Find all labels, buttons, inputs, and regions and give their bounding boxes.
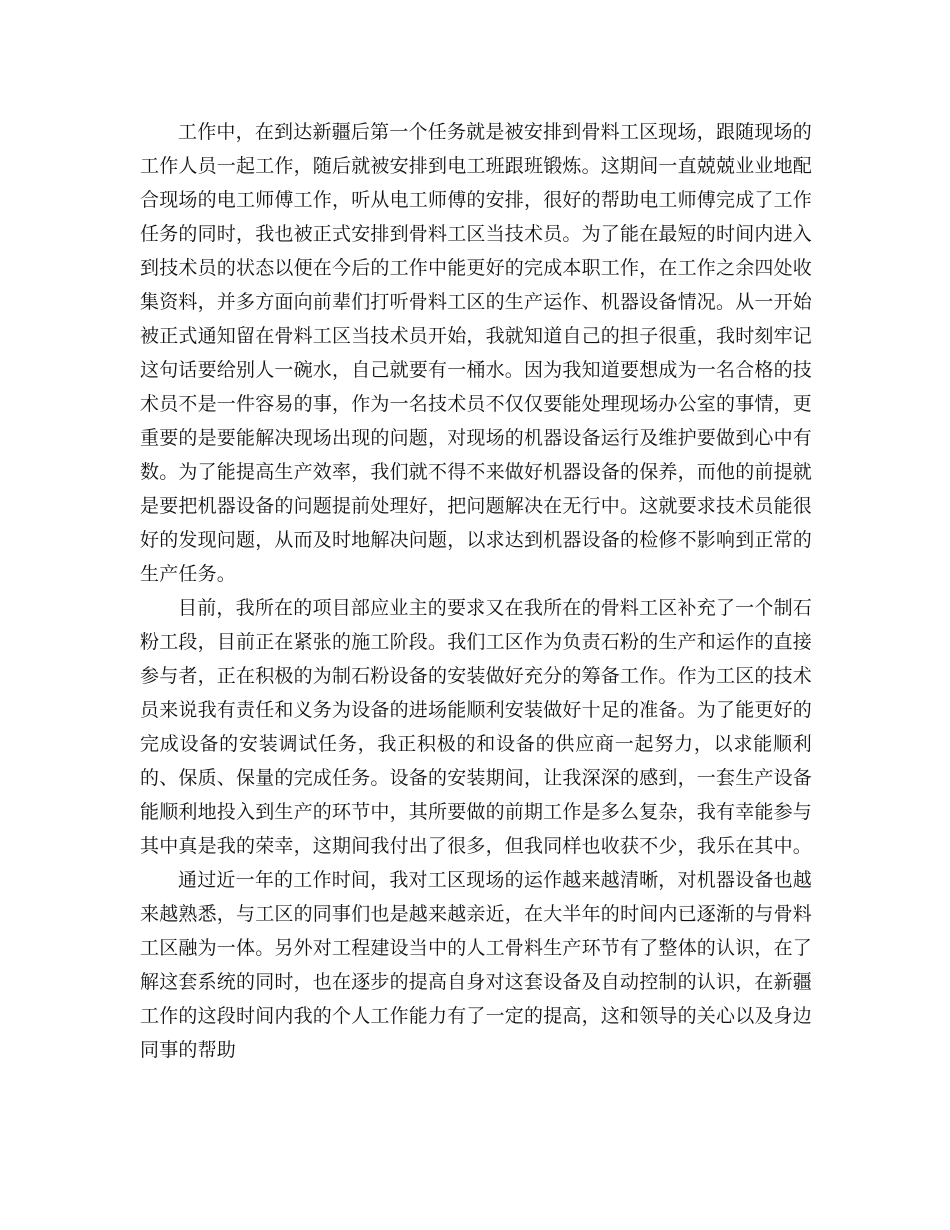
paragraph-3: 通过近一年的工作时间，我对工区现场的运作越来越清晰，对机器设备也越来越熟悉，与工区的同事们也是越来越亲近，在大半年的时间内已逐渐的与骨料工区融为一体。另外对工程建设当中的人工骨料生产环节有了整体的认识，在了解这套系统的同时，也在逐步的提高自身对这套设备及自动控制的认识，在新疆工作的这段时间内我的个人工作能力有了一定的提高，这和领导的关心以及身边同事的帮助 bbox=[140, 869, 813, 1061]
body-text bbox=[140, 115, 812, 1067]
paragraph-2: 目前，我所在的项目部应业主的要求又在我所在的骨料工区补充了一个制石粉工段，目前正在紧张的施工阶段。我们工区作为负责石粉的生产和运作的直接参与者，正在积极的为制石粉设备的安装做好充分的筹备工作。作为工区的技术员来说我有责任和义务为设备的进场能顺利安装做好十足的准备。为了能更好的完成设备的安装调试任务，我正积极的和设备的供应商一起努力，以求能顺利的、保质、保量的完成任务。设备的安装期间，让我深深的感到，一套生产设备能顺利地投入到生产的环节中，其所要做的前期工作是多么复杂，我有幸能参与其中真是我的荣幸，这期间我付出了很多，但我同样也收获不少，我乐在其中。 bbox=[140, 597, 813, 857]
paragraph-1: 工作中，在到达新疆后第一个任务就是被安排到骨料工区现场，跟随现场的工作人员一起工作，随后就被安排到电工班跟班锻炼。这期间一直兢兢业业地配合现场的电工师傅工作，听从电工师傅的安排，很好的帮助电工师傅完成了工作任务的同时，我也被正式安排到骨料工区当技术员。为了能在最短的时间内进入到技术员的状态以便在今后的工作中能更好的完成本职工作，在工作之余四处收集资料，并多方面向前辈们打听骨料工区的生产运作、机器设备情况。从一开始被正式通知留在骨料工区当技术员开始，我就知道自己的担子很重，我时刻牢记这句话要给别人一碗水，自己就要有一桶水。因为我知道要想成为一名合格的技术员不是一件容易的事，作为一名技术员不仅仅要能处理现场办公室的事情，更重要的是要能解决现场出现的问题，对现场的机器设备运行及维护要做到心中有数。为了能提高生产效率，我们就不得不来做好机器设备的保养，而他的前提就是要把机器设备的问题提前处理好，把问题解决在无行中。这就要求技术员能很好的发现问题，从而及时地解决问题，以求达到机器设备的检修不影响到正常的生产任务。 bbox=[140, 121, 813, 585]
